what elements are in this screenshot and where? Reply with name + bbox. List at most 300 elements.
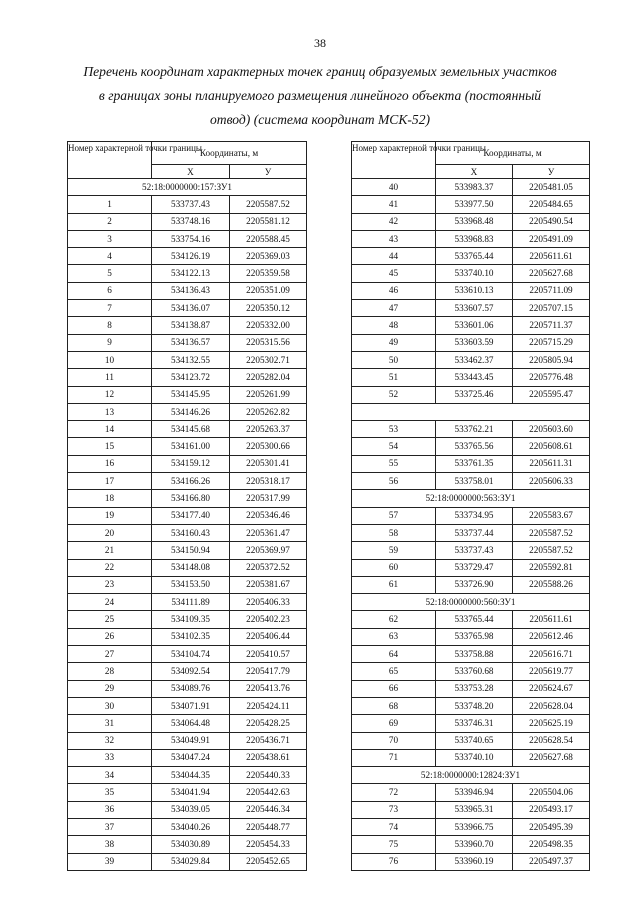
y-coordinate-cell: 2205261.99 [230, 386, 307, 403]
x-coordinate-cell: 533977.50 [436, 196, 513, 213]
table-row [352, 749, 590, 766]
y-coordinate-cell: 2205369.03 [230, 248, 307, 265]
section-header-row [352, 490, 590, 507]
table-row [68, 594, 307, 611]
table-row [68, 438, 307, 455]
point-number-cell: 45 [352, 265, 436, 282]
y-coordinate-cell: 2205616.71 [513, 646, 590, 663]
table-row [68, 369, 307, 386]
y-coordinate-cell: 2205588.45 [230, 230, 307, 247]
point-number-cell: 16 [68, 455, 152, 472]
table-row [352, 801, 590, 818]
point-number-cell: 42 [352, 213, 436, 230]
page-number: 38 [314, 36, 326, 50]
x-coordinate-cell: 534049.91 [152, 732, 230, 749]
x-coordinate-cell: 533603.59 [436, 334, 513, 351]
x-coordinate-cell: 534041.94 [152, 784, 230, 801]
table-row [68, 646, 307, 663]
point-number-cell: 64 [352, 646, 436, 663]
y-coordinate-cell: 2205504.06 [513, 784, 590, 801]
y-coordinate-cell: 2205301.41 [230, 455, 307, 472]
y-coordinate-cell: 2205805.94 [513, 351, 590, 368]
table-row [68, 403, 307, 420]
x-coordinate-cell: 534122.13 [152, 265, 230, 282]
table-row [352, 559, 590, 576]
x-coordinate-cell: 533748.20 [436, 697, 513, 714]
y-coordinate-cell: 2205612.46 [513, 628, 590, 645]
point-number-cell: 6 [68, 282, 152, 299]
y-coordinate-cell: 2205587.52 [513, 524, 590, 541]
document-title [40, 60, 600, 132]
point-number-cell: 10 [68, 351, 152, 368]
x-coordinate-cell: 534064.48 [152, 715, 230, 732]
x-coordinate-cell: 533753.28 [436, 680, 513, 697]
x-coordinate-cell: 534040.26 [152, 818, 230, 835]
point-number-cell: 13 [68, 403, 152, 420]
x-coordinate-cell: 533737.43 [152, 196, 230, 213]
table-row [68, 732, 307, 749]
x-coordinate-cell: 534071.91 [152, 697, 230, 714]
y-coordinate-cell: 2205406.33 [230, 594, 307, 611]
table-row [68, 680, 307, 697]
table-row [352, 230, 590, 247]
point-number-cell: 51 [352, 369, 436, 386]
table-row [352, 680, 590, 697]
point-number-cell: 20 [68, 524, 152, 541]
table-row [352, 836, 590, 853]
y-coordinate-cell: 2205776.48 [513, 369, 590, 386]
table-row [68, 663, 307, 680]
point-number-cell: 35 [68, 784, 152, 801]
x-coordinate-cell: 533462.37 [436, 351, 513, 368]
point-number-cell: 61 [352, 576, 436, 593]
point-number-cell: 57 [352, 507, 436, 524]
y-coordinate-cell: 2205611.61 [513, 611, 590, 628]
x-coordinate-cell: 534177.40 [152, 507, 230, 524]
y-coordinate-cell: 2205587.52 [230, 196, 307, 213]
y-coordinate-cell: 2205628.04 [513, 697, 590, 714]
point-number-cell: 33 [68, 749, 152, 766]
x-coordinate-cell: 534148.08 [152, 559, 230, 576]
y-coordinate-cell: 2205581.12 [230, 213, 307, 230]
x-coordinate-cell: 533761.35 [436, 455, 513, 472]
point-number-cell: 76 [352, 853, 436, 870]
table-row [352, 317, 590, 334]
table-row [352, 248, 590, 265]
table-row [352, 576, 590, 593]
x-coordinate-cell: 533762.21 [436, 421, 513, 438]
point-number-cell: 24 [68, 594, 152, 611]
x-coordinate-cell: 534153.50 [152, 576, 230, 593]
x-coordinate-cell: 534136.43 [152, 282, 230, 299]
y-coordinate-cell: 2205608.61 [513, 438, 590, 455]
x-coordinate-cell: 534138.87 [152, 317, 230, 334]
x-coordinate-cell: 534132.55 [152, 351, 230, 368]
header-coordinates: Координаты, м [152, 142, 307, 165]
table-row [352, 697, 590, 714]
y-coordinate-cell: 2205624.67 [513, 680, 590, 697]
point-number-cell: 28 [68, 663, 152, 680]
table-row [68, 265, 307, 282]
table-row [68, 628, 307, 645]
table-row [352, 628, 590, 645]
x-coordinate-cell: 533765.98 [436, 628, 513, 645]
x-coordinate-cell: 534166.26 [152, 473, 230, 490]
point-number-cell: 30 [68, 697, 152, 714]
y-coordinate-cell: 2205381.67 [230, 576, 307, 593]
point-number-cell: 11 [68, 369, 152, 386]
y-coordinate-cell: 2205711.09 [513, 282, 590, 299]
y-coordinate-cell: 2205438.61 [230, 749, 307, 766]
y-coordinate-cell: 2205402.23 [230, 611, 307, 628]
y-coordinate-cell: 2205300.66 [230, 438, 307, 455]
table-row [68, 507, 307, 524]
point-number-cell: 8 [68, 317, 152, 334]
point-number-cell: 19 [68, 507, 152, 524]
x-coordinate-cell: 533737.43 [436, 542, 513, 559]
x-coordinate-cell: 534136.07 [152, 300, 230, 317]
x-coordinate-cell: 533960.19 [436, 853, 513, 870]
x-coordinate-cell: 534047.24 [152, 749, 230, 766]
x-coordinate-cell: 533968.48 [436, 213, 513, 230]
x-coordinate-cell: 533729.47 [436, 559, 513, 576]
point-number-cell: 75 [352, 836, 436, 853]
point-number-cell: 21 [68, 542, 152, 559]
x-coordinate-cell: 534160.43 [152, 524, 230, 541]
x-coordinate-cell: 534166.80 [152, 490, 230, 507]
table-row [68, 697, 307, 714]
table-row [68, 248, 307, 265]
y-coordinate-cell: 2205588.26 [513, 576, 590, 593]
y-coordinate-cell: 2205497.37 [513, 853, 590, 870]
empty-row [352, 403, 590, 420]
x-coordinate-cell: 533960.70 [436, 836, 513, 853]
y-coordinate-cell: 2205406.44 [230, 628, 307, 645]
y-coordinate-cell: 2205491.09 [513, 230, 590, 247]
y-coordinate-cell: 2205351.09 [230, 282, 307, 299]
point-number-cell: 62 [352, 611, 436, 628]
cadastral-number: 52:18:0000000:12824:ЗУ1 [352, 767, 590, 784]
x-coordinate-cell: 533965.31 [436, 801, 513, 818]
point-number-cell: 44 [352, 248, 436, 265]
point-number-cell: 47 [352, 300, 436, 317]
y-coordinate-cell: 2205495.39 [513, 818, 590, 835]
y-coordinate-cell: 2205611.61 [513, 248, 590, 265]
x-coordinate-cell: 533746.31 [436, 715, 513, 732]
y-coordinate-cell: 2205627.68 [513, 265, 590, 282]
point-number-cell: 39 [68, 853, 152, 870]
point-number-cell: 50 [352, 351, 436, 368]
y-coordinate-cell: 2205317.99 [230, 490, 307, 507]
x-coordinate-cell: 533610.13 [436, 282, 513, 299]
table-row [68, 715, 307, 732]
table-row [352, 507, 590, 524]
table-row [68, 853, 307, 870]
point-number-cell: 12 [68, 386, 152, 403]
y-coordinate-cell: 2205442.63 [230, 784, 307, 801]
point-number-cell: 54 [352, 438, 436, 455]
x-coordinate-cell: 534161.00 [152, 438, 230, 455]
table-row [352, 715, 590, 732]
point-number-cell: 48 [352, 317, 436, 334]
table-row [68, 576, 307, 593]
point-number-cell: 3 [68, 230, 152, 247]
table-row [352, 334, 590, 351]
y-coordinate-cell: 2205446.34 [230, 801, 307, 818]
x-coordinate-cell: 533754.16 [152, 230, 230, 247]
header-y: У [230, 165, 307, 179]
point-number-cell: 69 [352, 715, 436, 732]
table-row [68, 818, 307, 835]
table-row [352, 386, 590, 403]
point-number-cell: 55 [352, 455, 436, 472]
point-number-cell: 36 [68, 801, 152, 818]
y-coordinate-cell: 2205282.04 [230, 369, 307, 386]
table-row [68, 836, 307, 853]
x-coordinate-cell: 533760.68 [436, 663, 513, 680]
table-row [352, 179, 590, 196]
table-row [352, 282, 590, 299]
point-number-cell: 43 [352, 230, 436, 247]
table-row [352, 369, 590, 386]
y-coordinate-cell: 2205436.71 [230, 732, 307, 749]
x-coordinate-cell: 533758.01 [436, 473, 513, 490]
table-row [68, 542, 307, 559]
y-coordinate-cell: 2205595.47 [513, 386, 590, 403]
x-coordinate-cell: 533765.44 [436, 611, 513, 628]
table-row [352, 542, 590, 559]
right-table-body [352, 179, 590, 871]
y-coordinate-cell: 2205619.77 [513, 663, 590, 680]
y-coordinate-cell: 2205493.17 [513, 801, 590, 818]
table-row [68, 455, 307, 472]
x-coordinate-cell: 533726.90 [436, 576, 513, 593]
table-row [68, 317, 307, 334]
y-coordinate-cell: 2205490.54 [513, 213, 590, 230]
y-coordinate-cell: 2205707.15 [513, 300, 590, 317]
table-row [352, 300, 590, 317]
cadastral-number: 52:18:0000000:157:ЗУ1 [68, 179, 307, 196]
y-coordinate-cell: 2205592.81 [513, 559, 590, 576]
point-number-cell: 66 [352, 680, 436, 697]
point-number-cell: 25 [68, 611, 152, 628]
x-coordinate-cell: 533443.45 [436, 369, 513, 386]
y-coordinate-cell: 2205498.35 [513, 836, 590, 853]
table-row [352, 421, 590, 438]
table-row [68, 334, 307, 351]
x-coordinate-cell: 534029.84 [152, 853, 230, 870]
table-row [352, 473, 590, 490]
coordinates-table-right [351, 141, 590, 871]
point-number-cell: 4 [68, 248, 152, 265]
y-coordinate-cell: 2205350.12 [230, 300, 307, 317]
y-coordinate-cell: 2205318.17 [230, 473, 307, 490]
point-number-cell: 53 [352, 421, 436, 438]
y-coordinate-cell: 2205369.97 [230, 542, 307, 559]
y-coordinate-cell: 2205302.71 [230, 351, 307, 368]
table-row [352, 646, 590, 663]
x-coordinate-cell: 533968.83 [436, 230, 513, 247]
x-coordinate-cell: 534030.89 [152, 836, 230, 853]
table-row [352, 265, 590, 282]
point-number-cell: 23 [68, 576, 152, 593]
x-coordinate-cell: 534092.54 [152, 663, 230, 680]
y-coordinate-cell: 2205361.47 [230, 524, 307, 541]
x-coordinate-cell: 533607.57 [436, 300, 513, 317]
y-coordinate-cell: 2205315.56 [230, 334, 307, 351]
x-coordinate-cell: 534150.94 [152, 542, 230, 559]
y-coordinate-cell: 2205484.65 [513, 196, 590, 213]
table-row [68, 749, 307, 766]
point-number-cell: 38 [68, 836, 152, 853]
table-row [68, 351, 307, 368]
title-line: Перечень координат характерных точек границ образуемых земельных участков [83, 64, 557, 79]
y-coordinate-cell: 2205452.65 [230, 853, 307, 870]
point-number-cell: 63 [352, 628, 436, 645]
y-coordinate-cell: 2205603.60 [513, 421, 590, 438]
table-row [68, 801, 307, 818]
cadastral-number: 52:18:0000000:563:ЗУ1 [352, 490, 590, 507]
left-table-body [68, 179, 307, 871]
header-coordinates: Координаты, м [436, 142, 590, 165]
table-row [352, 196, 590, 213]
header-point-number: Номер характерной точки границы [352, 142, 436, 179]
y-coordinate-cell: 2205372.52 [230, 559, 307, 576]
point-number-cell: 72 [352, 784, 436, 801]
table-row [68, 213, 307, 230]
point-number-cell: 26 [68, 628, 152, 645]
point-number-cell: 15 [68, 438, 152, 455]
x-coordinate-cell: 534111.89 [152, 594, 230, 611]
x-coordinate-cell: 534159.12 [152, 455, 230, 472]
y-coordinate-cell: 2205262.82 [230, 403, 307, 420]
point-number-cell: 34 [68, 767, 152, 784]
x-coordinate-cell: 533946.94 [436, 784, 513, 801]
x-coordinate-cell: 533758.88 [436, 646, 513, 663]
y-coordinate-cell: 2205332.00 [230, 317, 307, 334]
point-number-cell: 32 [68, 732, 152, 749]
title-line: отвод) (система координат МСК-52) [209, 112, 431, 127]
point-number-cell: 56 [352, 473, 436, 490]
point-number-cell: 1 [68, 196, 152, 213]
point-number-cell: 71 [352, 749, 436, 766]
x-coordinate-cell: 533601.06 [436, 317, 513, 334]
y-coordinate-cell: 2205627.68 [513, 749, 590, 766]
point-number-cell: 70 [352, 732, 436, 749]
empty-cell [352, 403, 590, 420]
point-number-cell: 37 [68, 818, 152, 835]
table-row [68, 767, 307, 784]
table-row [68, 300, 307, 317]
y-coordinate-cell: 2205346.46 [230, 507, 307, 524]
point-number-cell: 68 [352, 697, 436, 714]
point-number-cell: 41 [352, 196, 436, 213]
point-number-cell: 31 [68, 715, 152, 732]
point-number-cell: 9 [68, 334, 152, 351]
table-row [352, 351, 590, 368]
x-coordinate-cell: 534145.68 [152, 421, 230, 438]
y-coordinate-cell: 2205711.37 [513, 317, 590, 334]
point-number-cell: 22 [68, 559, 152, 576]
point-number-cell: 7 [68, 300, 152, 317]
x-coordinate-cell: 533748.16 [152, 213, 230, 230]
table-row [352, 455, 590, 472]
table-row [68, 421, 307, 438]
point-number-cell: 59 [352, 542, 436, 559]
table-row [68, 784, 307, 801]
table-row [352, 853, 590, 870]
point-number-cell: 17 [68, 473, 152, 490]
y-coordinate-cell: 2205625.19 [513, 715, 590, 732]
title-line: в границах зоны планируемого размещения линейного объекта (постоянный [98, 88, 542, 103]
point-number-cell: 52 [352, 386, 436, 403]
header-x: X [436, 165, 513, 179]
point-number-cell: 29 [68, 680, 152, 697]
table-row [352, 663, 590, 680]
table-row [68, 490, 307, 507]
x-coordinate-cell: 533740.10 [436, 265, 513, 282]
table-row [352, 818, 590, 835]
table-row [352, 732, 590, 749]
section-header-row [68, 179, 307, 196]
x-coordinate-cell: 533765.56 [436, 438, 513, 455]
point-number-cell: 2 [68, 213, 152, 230]
y-coordinate-cell: 2205417.79 [230, 663, 307, 680]
y-coordinate-cell: 2205413.76 [230, 680, 307, 697]
coordinates-table-left [67, 141, 307, 871]
y-coordinate-cell: 2205410.57 [230, 646, 307, 663]
x-coordinate-cell: 533765.44 [436, 248, 513, 265]
table-row [68, 386, 307, 403]
section-header-row [352, 594, 590, 611]
table-row [352, 213, 590, 230]
table-row [68, 524, 307, 541]
table-row [68, 559, 307, 576]
table-row [352, 611, 590, 628]
x-coordinate-cell: 533737.44 [436, 524, 513, 541]
y-coordinate-cell: 2205428.25 [230, 715, 307, 732]
header-y: У [513, 165, 590, 179]
x-coordinate-cell: 534109.35 [152, 611, 230, 628]
y-coordinate-cell: 2205424.11 [230, 697, 307, 714]
point-number-cell: 46 [352, 282, 436, 299]
point-number-cell: 74 [352, 818, 436, 835]
x-coordinate-cell: 533983.37 [436, 179, 513, 196]
x-coordinate-cell: 534104.74 [152, 646, 230, 663]
x-coordinate-cell: 534145.95 [152, 386, 230, 403]
table-row [68, 196, 307, 213]
x-coordinate-cell: 534044.35 [152, 767, 230, 784]
x-coordinate-cell: 533740.65 [436, 732, 513, 749]
table-row [68, 230, 307, 247]
y-coordinate-cell: 2205440.33 [230, 767, 307, 784]
y-coordinate-cell: 2205263.37 [230, 421, 307, 438]
header-x: X [152, 165, 230, 179]
table-row [68, 473, 307, 490]
x-coordinate-cell: 534089.76 [152, 680, 230, 697]
section-header-row [352, 767, 590, 784]
point-number-cell: 18 [68, 490, 152, 507]
x-coordinate-cell: 533740.10 [436, 749, 513, 766]
table-row [352, 438, 590, 455]
y-coordinate-cell: 2205606.33 [513, 473, 590, 490]
point-number-cell: 73 [352, 801, 436, 818]
x-coordinate-cell: 534102.35 [152, 628, 230, 645]
point-number-cell: 49 [352, 334, 436, 351]
y-coordinate-cell: 2205583.67 [513, 507, 590, 524]
y-coordinate-cell: 2205359.58 [230, 265, 307, 282]
point-number-cell: 14 [68, 421, 152, 438]
